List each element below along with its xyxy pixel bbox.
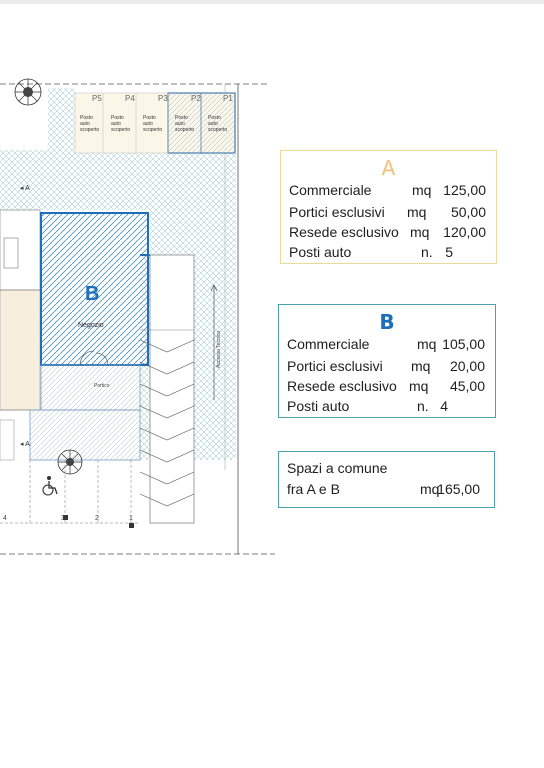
row-unit: mq: [407, 204, 427, 220]
row-unit: n.: [421, 244, 433, 260]
row-value: 125,00: [443, 182, 486, 198]
row-label: Commerciale: [287, 336, 370, 352]
unit-a-row-resede: [289, 223, 486, 241]
unit-b-row-portici: [287, 357, 485, 375]
stall-number: 3: [61, 515, 65, 522]
unit-b-row-resede: [287, 377, 485, 395]
unit-b-row-commerciale: [287, 335, 485, 353]
row-unit: n.: [417, 398, 429, 414]
common-spaces-summary: [278, 451, 495, 508]
stall-label-line: scoperto: [80, 127, 100, 133]
row-unit: mq: [411, 358, 431, 374]
row-value: 4: [440, 398, 448, 414]
stall-label-line: Posto: [175, 115, 188, 121]
row-label: Posti auto: [287, 398, 350, 414]
row-value: 45,00: [449, 378, 485, 394]
row-label: Resede esclusivo: [289, 224, 399, 240]
access-ramp-label: Accesso Tecnico: [216, 330, 222, 368]
stall-label-line: auto: [143, 121, 153, 127]
unit-b-building: [30, 213, 150, 460]
unit-a-summary: [280, 150, 497, 264]
stall-number: 4: [3, 515, 7, 522]
common-title-row: [287, 459, 484, 477]
row-value: 20,00: [449, 358, 485, 374]
common-unit: mq: [420, 481, 440, 497]
row-label: Posti auto: [289, 244, 352, 260]
common-value: 165,00: [437, 481, 480, 497]
shop-label: Negozio: [78, 322, 104, 329]
unit-a-letter: A: [381, 156, 396, 180]
stall-label-line: Posto: [208, 115, 221, 121]
tree-icon: [15, 79, 41, 105]
stall-label-line: Posto: [143, 115, 156, 121]
row-label: Commerciale: [289, 182, 372, 198]
unit-b-row-posti: [287, 397, 485, 415]
unit-a-row-portici: [289, 203, 486, 221]
stall-label-line: Posto: [80, 115, 93, 121]
wheelchair-icon: [43, 476, 57, 495]
common-subtitle: fra A e B: [287, 481, 340, 497]
stall-label-line: scoperto: [208, 127, 228, 133]
unit-a-row-posti: [289, 243, 486, 261]
arrow-a-marker: ◂ A: [20, 441, 30, 448]
tree-icon: [58, 450, 82, 474]
unit-b-plan-letter: B: [85, 283, 100, 305]
stall-label-line: Posto: [111, 115, 124, 121]
stall-label-line: auto: [208, 121, 218, 127]
row-label: Portici esclusivi: [287, 358, 383, 374]
stall-label-line: scoperto: [143, 127, 163, 133]
common-title: Spazi a comune: [287, 460, 388, 476]
row-unit: mq: [409, 378, 429, 394]
unit-b-summary: [278, 304, 496, 418]
stall-number: 2: [95, 515, 99, 522]
stall-label-line: scoperto: [175, 127, 195, 133]
parking-number: P2: [191, 94, 201, 103]
row-label: Portici esclusivi: [289, 204, 385, 220]
row-label: Resede esclusivo: [287, 378, 397, 394]
unit-b-letter: B: [379, 310, 395, 334]
unit-a-row-commerciale: [289, 181, 486, 199]
row-unit: mq: [412, 182, 432, 198]
stall-number: 1: [129, 515, 133, 522]
row-unit: mq: [410, 224, 430, 240]
row-value: 120,00: [443, 224, 486, 240]
parking-number: P5: [92, 94, 102, 103]
parking-number: P1: [223, 94, 233, 103]
arrow-a-marker: ◂ A: [20, 185, 30, 192]
row-value: 50,00: [450, 204, 486, 220]
parking-number: P4: [125, 94, 135, 103]
parking-number: P3: [158, 94, 168, 103]
stall-label-line: auto: [175, 121, 185, 127]
stall-label-line: scoperto: [111, 127, 131, 133]
row-value: 5: [445, 244, 453, 260]
row-value: 105,00: [442, 336, 485, 352]
row-unit: mq: [417, 336, 437, 352]
stall-label-line: auto: [80, 121, 90, 127]
portico-label: Portico: [94, 383, 110, 389]
common-value-row: [287, 480, 484, 498]
stall-label-line: auto: [111, 121, 121, 127]
